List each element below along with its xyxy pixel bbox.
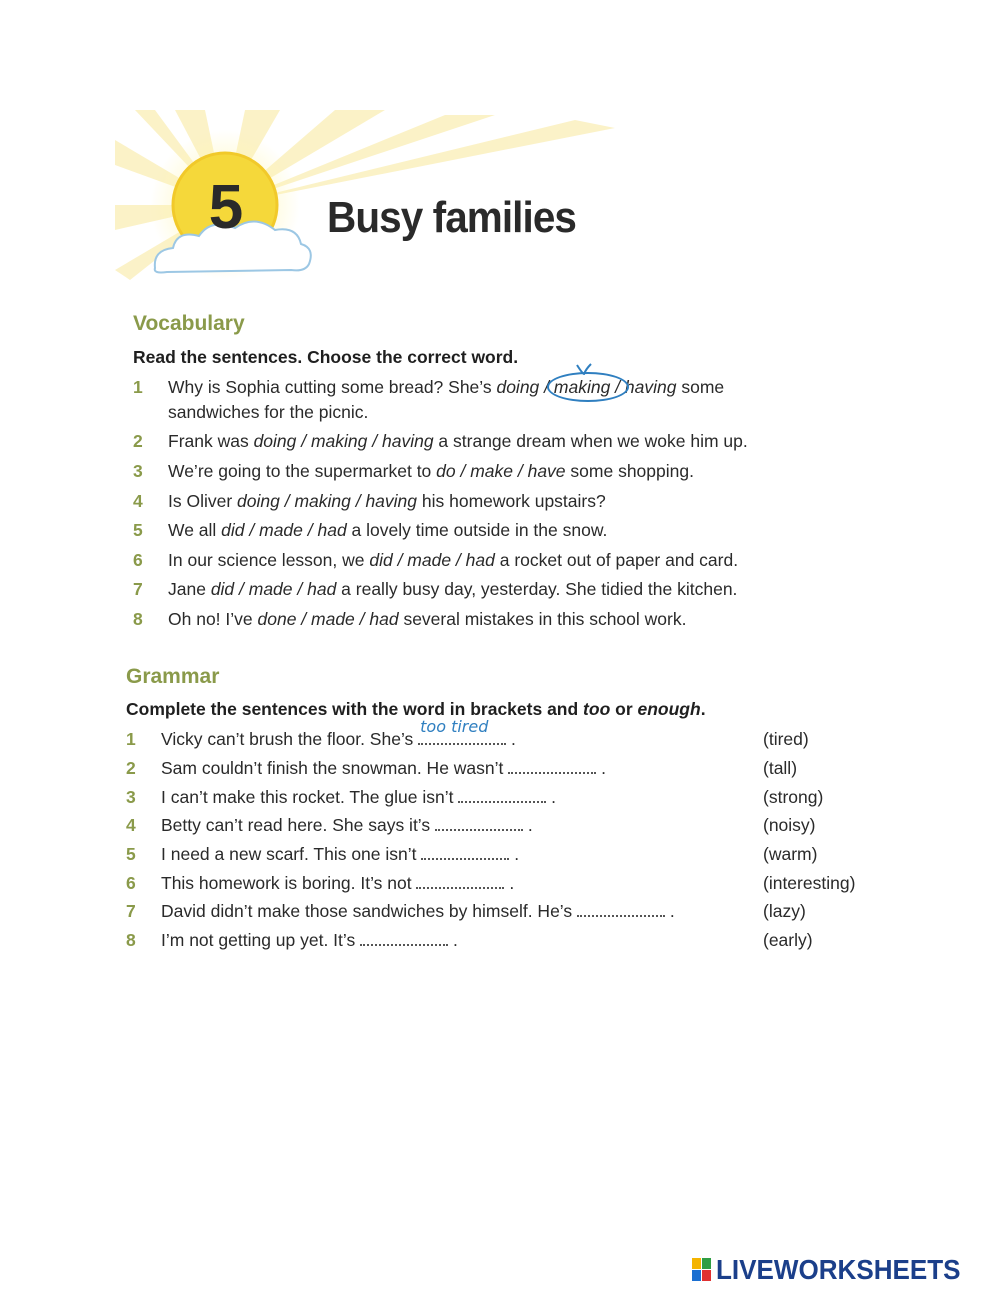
vocabulary-instruction: Read the sentences. Choose the correct word. <box>133 347 519 367</box>
sentence-text: Frank was <box>168 431 254 451</box>
instruction-text: Complete the sentences with the word in brackets and <box>126 699 584 719</box>
option-making: making <box>553 377 611 397</box>
handwritten-answer: too tired <box>420 717 489 736</box>
item-number: 1 <box>133 377 143 397</box>
word-options[interactable]: do / make / have <box>436 461 566 481</box>
sentence-text: a really busy day, yesterday. She tidied the kitchen. <box>336 579 738 599</box>
sentence-text: a lovely time outside in the snow. <box>346 520 608 540</box>
sentence-text: We’re going to the supermarket to <box>168 461 437 481</box>
option-having[interactable]: having <box>624 377 677 397</box>
answer-blank[interactable] <box>577 901 665 917</box>
sentence-text: This homework is boring. It’s not <box>161 873 417 893</box>
word-options[interactable]: did / made / had <box>210 579 337 599</box>
vocabulary-heading: Vocabulary <box>133 312 245 335</box>
word-options[interactable]: doing / making / having <box>237 491 418 511</box>
sentence-text: some <box>676 377 725 397</box>
bracket-hint: (lazy) <box>763 901 806 921</box>
bracket-hint: (tall) <box>763 758 798 778</box>
item-number: 6 <box>126 873 136 893</box>
word-options[interactable]: done / made / had <box>257 609 399 629</box>
answer-blank[interactable] <box>360 930 448 946</box>
sentence-end: . <box>506 729 516 749</box>
bracket-hint: (tired) <box>763 729 809 749</box>
bracket-hint: (noisy) <box>763 815 816 835</box>
liveworksheets-logo[interactable] <box>692 1253 979 1287</box>
answer-blank[interactable] <box>508 758 596 774</box>
item-number: 3 <box>126 787 136 807</box>
word-options[interactable]: did / made / had <box>221 520 347 540</box>
sentence-end: . <box>664 901 675 921</box>
instruction-end: . <box>700 699 706 719</box>
option-making-selected[interactable] <box>554 377 610 398</box>
sentence-end: . <box>448 930 458 950</box>
sentence-text: We all <box>168 520 222 540</box>
grammar-heading: Grammar <box>126 665 220 688</box>
sentence-text: I can’t make this rocket. The glue isn’t <box>161 787 459 807</box>
bracket-hint: (early) <box>763 930 813 950</box>
option-doing[interactable]: doing <box>496 377 540 397</box>
item-number: 2 <box>126 758 136 778</box>
bracket-hint: (strong) <box>763 787 824 807</box>
sentence-text: a strange dream when we woke him up. <box>433 431 748 451</box>
sentence-text: some shopping. <box>565 461 694 481</box>
instruction-enough: enough <box>637 699 701 719</box>
answer-blank[interactable] <box>421 844 509 860</box>
unit-number: 5 <box>208 173 244 242</box>
item-number: 6 <box>133 550 143 570</box>
sentence-text: a rocket out of paper and card. <box>494 550 739 570</box>
grammar-instruction <box>126 699 706 720</box>
item-number: 7 <box>126 901 136 921</box>
answer-blank[interactable] <box>458 787 546 803</box>
instruction-too: too <box>583 699 611 719</box>
sentence-text: I need a new scarf. This one isn’t <box>161 844 422 864</box>
sentence-text: David didn’t make those sandwiches by himself. He’s <box>161 901 577 921</box>
answer-blank[interactable] <box>416 873 504 889</box>
item-number: 8 <box>133 609 143 629</box>
item-number: 4 <box>126 815 136 835</box>
item-number: 7 <box>133 579 143 599</box>
sentence-text: Jane <box>168 579 211 599</box>
tick-mark-icon <box>576 363 592 375</box>
sentence-text: Oh no! I’ve <box>168 609 258 629</box>
item-number: 3 <box>133 461 143 481</box>
option-separator: / <box>539 377 554 397</box>
selection-circle <box>547 372 629 402</box>
word-options[interactable]: did / made / had <box>369 550 495 570</box>
item-number: 5 <box>133 520 143 540</box>
sentence-text: Sam couldn’t finish the snowman. He wasn’t <box>161 758 509 778</box>
sentence-end: . <box>522 815 533 835</box>
instruction-or: or <box>610 699 638 719</box>
sentence-text-line2: sandwiches for the picnic. <box>168 402 369 422</box>
sentence-text: I’m not getting up yet. It’s <box>161 930 361 950</box>
sentence-text: In our science lesson, we <box>168 550 370 570</box>
item-number: 1 <box>126 729 136 749</box>
item-number: 2 <box>133 431 143 451</box>
answer-blank[interactable] <box>435 815 523 831</box>
sentence-text: Vicky can’t brush the floor. She’s <box>161 729 419 749</box>
sentence-end: . <box>546 787 557 807</box>
bracket-hint: (warm) <box>763 844 818 864</box>
sentence-text: Is Oliver <box>168 491 238 511</box>
item-number: 5 <box>126 844 136 864</box>
sentence-text: Why is Sophia cutting some bread? She’s <box>168 377 497 397</box>
liveworksheets-logo-icon <box>692 1258 712 1282</box>
sentence-end: . <box>504 873 515 893</box>
item-number: 8 <box>126 930 136 950</box>
answer-blank[interactable] <box>418 717 506 745</box>
logo-text: LIVEWORKSHEETS <box>716 1254 961 1285</box>
sentence-end: . <box>509 844 520 864</box>
option-separator: / <box>610 377 625 397</box>
sentence-text: his homework upstairs? <box>417 491 606 511</box>
sentence-text: Betty can’t read here. She says it’s <box>161 815 435 835</box>
word-options[interactable]: doing / making / having <box>253 431 434 451</box>
item-number: 4 <box>133 491 143 511</box>
sentence-text: several mistakes in this school work. <box>398 609 687 629</box>
sentence-end: . <box>596 758 606 778</box>
bracket-hint: (interesting) <box>763 873 856 893</box>
page-title: Busy families <box>327 193 577 242</box>
